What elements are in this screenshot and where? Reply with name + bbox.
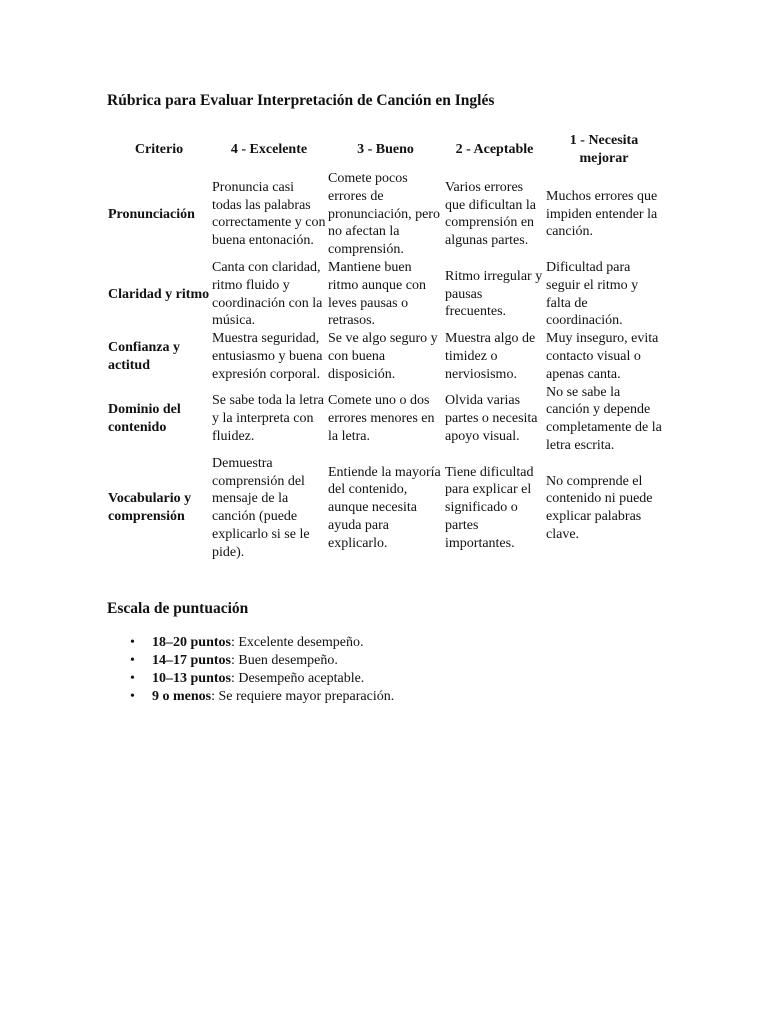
aceptable-cell: Muestra algo de timidez o nerviosismo. (445, 331, 536, 382)
scale-range: 14–17 puntos (152, 652, 231, 668)
bueno-cell: Entiende la mayoría del contenido, aunque necesita ayuda para explicarlo. (328, 464, 441, 551)
criterion-cell: Dominio del contenido (108, 402, 181, 436)
bueno-cell: Mantiene buen ritmo aunque con leves pausas o retrasos. (328, 259, 426, 329)
header-excelente: 4 - Excelente (230, 142, 308, 157)
excelente-cell: Muestra seguridad, entusiasmo y buena expresión corporal. (212, 331, 323, 382)
bueno-cell: Se ve algo seguro y con buena disposición. (328, 331, 438, 382)
table-header-row (107, 130, 663, 170)
criterion-cell: Pronunciación (108, 206, 195, 222)
header-bueno: 3 - Bueno (357, 142, 414, 157)
excelente-cell: Pronuncia casi todas las palabras correctamente y con buena entonación. (212, 179, 326, 249)
aceptable-cell: Varios errores que dificultan la comprensión en algunas partes. (445, 179, 536, 249)
table-row (107, 170, 663, 259)
document-title: Rúbrica para Evaluar Interpretación de Canción en Inglés (107, 92, 495, 109)
table-row (107, 259, 663, 330)
list-item (130, 670, 667, 688)
bueno-cell: Comete uno o dos errores menores en la letra. (328, 393, 435, 445)
scale-description: : Se requiere mayor preparación. (211, 688, 395, 704)
necesita-mejorar-cell: No se sabe la canción y depende completamente de la letra escrita. (546, 384, 662, 453)
list-item (130, 652, 667, 670)
necesita-mejorar-cell: Dificultad para seguir el ritmo y falta de coordinación. (546, 259, 639, 329)
bueno-cell: Comete pocos errores de pronunciación, pero no afectan la comprensión. (328, 171, 440, 258)
necesita-mejorar-cell: Muy inseguro, evita contacto visual o apenas canta. (546, 331, 659, 382)
bullet-icon: • (130, 634, 135, 650)
criterion-cell: Claridad y ritmo (108, 286, 210, 302)
scale-heading: Escala de puntuación (107, 599, 249, 617)
scale-description: : Buen desempeño. (230, 652, 338, 668)
scale-range: 9 o menos (152, 688, 212, 704)
excelente-cell: Se sabe toda la letra y la interpreta con fluidez. (212, 393, 324, 445)
scale-range: 18–20 puntos (152, 634, 231, 650)
excelente-cell: Demuestra comprensión del mensaje de la canción (puede explicarlo si se le pide). (212, 455, 310, 560)
necesita-mejorar-cell: No comprende el contenido ni puede explicar palabras clave. (546, 473, 653, 542)
necesita-mejorar-cell: Muchos errores que impiden entender la canción. (546, 188, 658, 240)
criterion-cell: Vocabulario y comprensión (108, 491, 192, 525)
list-item (130, 634, 667, 652)
aceptable-cell: Olvida varias partes o necesita apoyo visual. (445, 393, 538, 445)
bullet-icon: • (130, 670, 135, 686)
rubric-table (107, 130, 663, 562)
table-row (107, 330, 663, 383)
aceptable-cell: Tiene dificultad para explicar el significado o partes importantes. (445, 464, 534, 551)
scale-description: : Excelente desempeño. (230, 634, 364, 650)
bullet-icon: • (130, 652, 135, 668)
bullet-icon: • (130, 688, 135, 704)
header-criterio: Criterio (134, 142, 184, 157)
header-aceptable: 2 - Aceptable (455, 142, 534, 157)
scale-range: 10–13 puntos (152, 670, 231, 686)
excelente-cell: Canta con claridad, ritmo fluido y coordinación con la música. (212, 259, 323, 329)
header-necesita-mejorar: 1 - Necesita mejorar (569, 133, 639, 166)
scale-description: : Desempeño aceptable. (230, 670, 365, 686)
criterion-cell: Confianza y actitud (108, 340, 180, 373)
document-page (107, 88, 667, 706)
list-item (130, 688, 667, 706)
table-row (107, 455, 663, 562)
aceptable-cell: Ritmo irregular y pausas frecuentes. (445, 268, 543, 320)
table-row (107, 384, 663, 455)
scale-list (107, 634, 667, 706)
